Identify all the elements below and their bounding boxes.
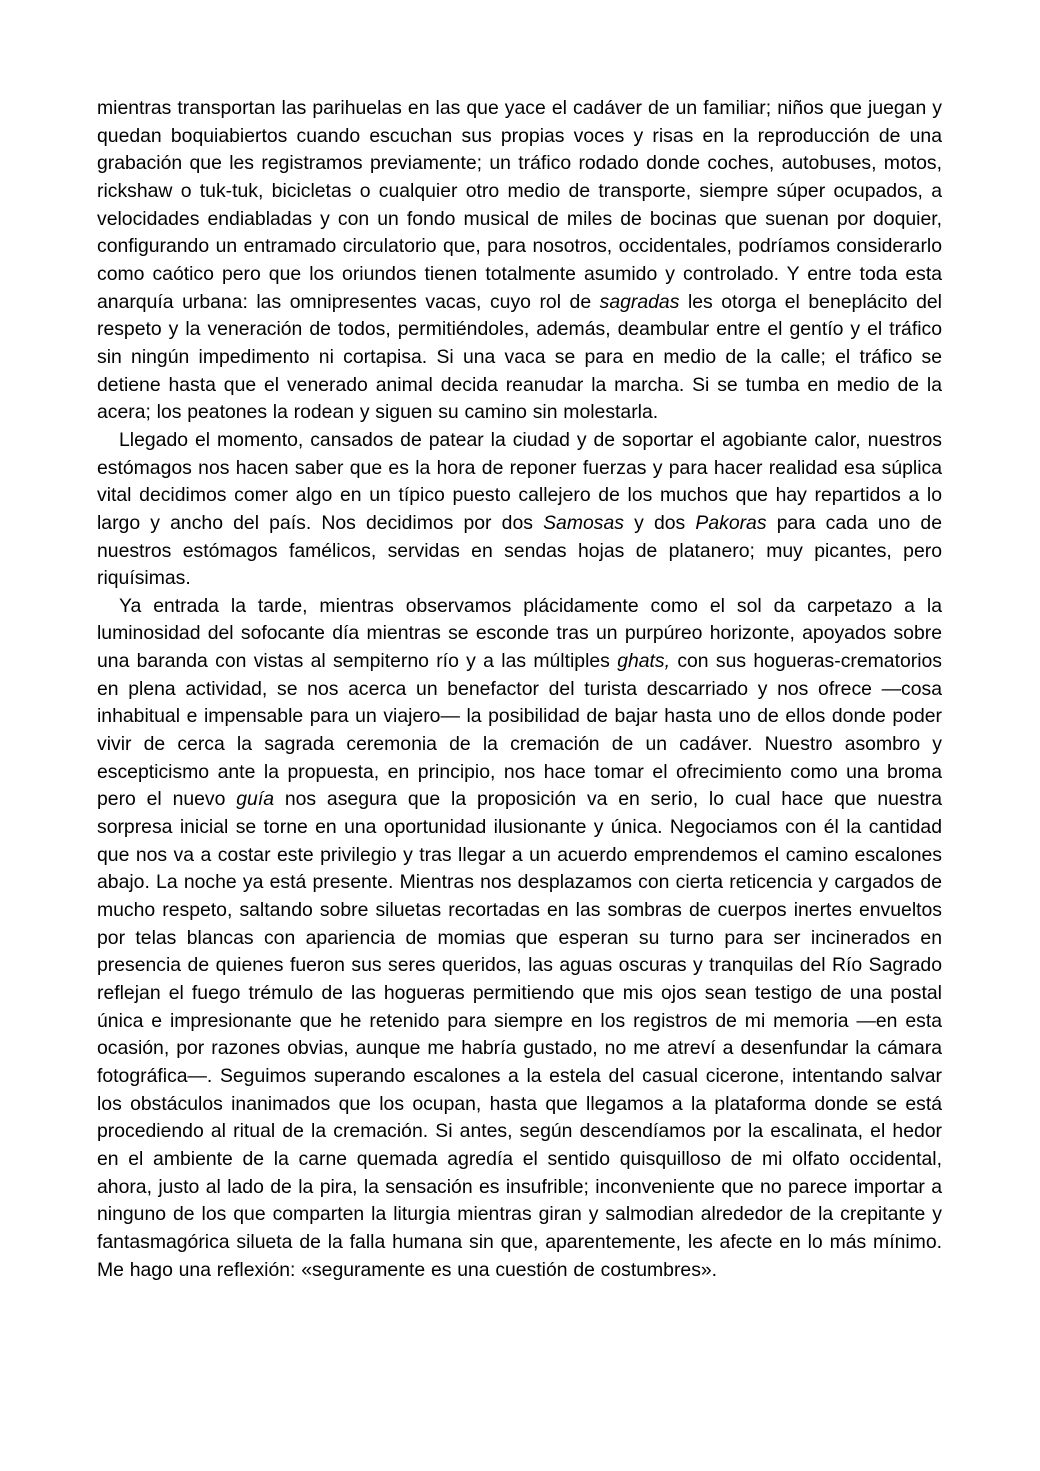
paragraph — [97, 593, 942, 1284]
italic-text-run: guía — [236, 788, 274, 811]
italic-text-run: Samosas — [543, 511, 624, 534]
paragraph — [97, 427, 942, 593]
paragraph — [97, 95, 942, 427]
text-run: con sus hogueras-crematorios en plena actividad, se nos acerca un benefactor del turista descarriado y nos ofrece —cosa inhabitual e impensable para un viajero— la posibilidad de bajar hasta uno de ellos donde poder vivir de cerca la sagrada ceremonia de la cremación de un cadáver. Nuestro asombro y escepticismo ante la propuesta, en principio, nos hace tomar el ofrecimiento como una broma pero el nuevo — [97, 650, 942, 811]
text-run: nos asegura que la proposición va en serio, lo cual hace que nuestra sorpresa inicial se torne en una oportunidad ilusionante y única. Negociamos con él la cantidad que nos va a costar este privilegio y tras llegar a un acuerdo emprendemos el camino escalones abajo. La noche ya está presente. Mientras nos desplazamos con cierta reticencia y cargados de mucho respeto, saltando sobre siluetas recortadas en las sombras de cuerpos inertes envueltos por telas blancas con apariencia de momias que esperan su turno para ser incinerados en presencia de quienes fueron sus seres queridos, las aguas oscuras y tranquilas del Río Sagrado reflejan el fuego trémulo de las hogueras permitiendo que mis ojos sean testigo de una postal única e impresionante que he retenido para siempre en los registros de mi memoria —en esta ocasión, por razones obvias, aunque me habría gustado, no me atreví a desenfundar la cámara fotográfica—. Seguimos superando escalones a la estela del casual cicerone, intentando salvar los obstáculos inanimados que los ocupan, hasta que llegamos a la plataforma donde se está procediendo al ritual de la cremación. Si antes, según descendíamos por la escalinata, el hedor en el ambiente de la carne quemada agredía el sentido quisquilloso de mi olfato occidental, ahora, justo al lado de la pira, la sensación es insufrible; inconveniente que no parece importar a ninguno de los que comparten la liturgia mientras giran y salmodian alrededor de la crepitante y fantasmagórica silueta de la falla humana sin que, aparentemente, les afecte en lo más mínimo. Me hago una reflexión: «seguramente es una cuestión de costumbres». — [97, 788, 943, 1281]
text-run: y dos — [623, 511, 696, 534]
italic-text-run: ghats, — [617, 650, 671, 673]
text-block — [97, 95, 942, 1284]
text-run: para cada uno de nuestros estómagos famélicos, servidas en sendas hojas de platanero; muy picantes, pero riquísimas. — [97, 511, 942, 590]
text-run: mientras transportan las parihuelas en las que yace el cadáver de un familiar; niños que juegan y quedan boquiabiertos cuando escuchan sus propias voces y risas en la reproducción de una grabación que les registramos previamente; un tráfico rodado donde coches, autobuses, motos, rickshaw o tuk-tuk, bicicletas o cualquier otro medio de transporte, siempre súper ocupados, a velocidades endiabladas y con un fondo musical de miles de bocinas que suenan por doquier, configurando un entramado circulatorio que, para nosotros, occidentales, podríamos considerarlo como caótico pero que los oriundos tienen totalmente asumido y controlado. Y entre toda esta anarquía urbana: las omnipresentes vacas, cuyo rol de — [97, 97, 942, 313]
text-run: Ya entrada la tarde, mientras observamos plácidamente como el sol da carpetazo a la luminosidad del sofocante día mientras se esconde tras un purpúreo horizonte, apoyados sobre una baranda con vistas al sempiterno río y a las múltiples — [97, 594, 942, 673]
italic-text-run: Pakoras — [695, 511, 767, 534]
text-run: Llegado el momento, cansados de patear la ciudad y de soportar el agobiante calor, nuestros estómagos nos hacen saber que es la hora de reponer fuerzas y para hacer realidad esa súplica vital decidimos comer algo en un típico puesto callejero de los muchos que hay repartidos a lo largo y ancho del país. Nos decidimos por dos — [97, 428, 942, 534]
text-run: les otorga el beneplácito del respeto y la veneración de todos, permitiéndoles, además, deambular entre el gentío y el tráfico sin ningún impedimento ni cortapisa. Si una vaca se para en medio de la calle; el tráfico se detiene hasta que el venerado animal decida reanudar la marcha. Si se tumba en medio de la acera; los peatones la rodean y siguen su camino sin molestarla. — [97, 290, 942, 424]
italic-text-run: sagradas — [599, 290, 680, 313]
